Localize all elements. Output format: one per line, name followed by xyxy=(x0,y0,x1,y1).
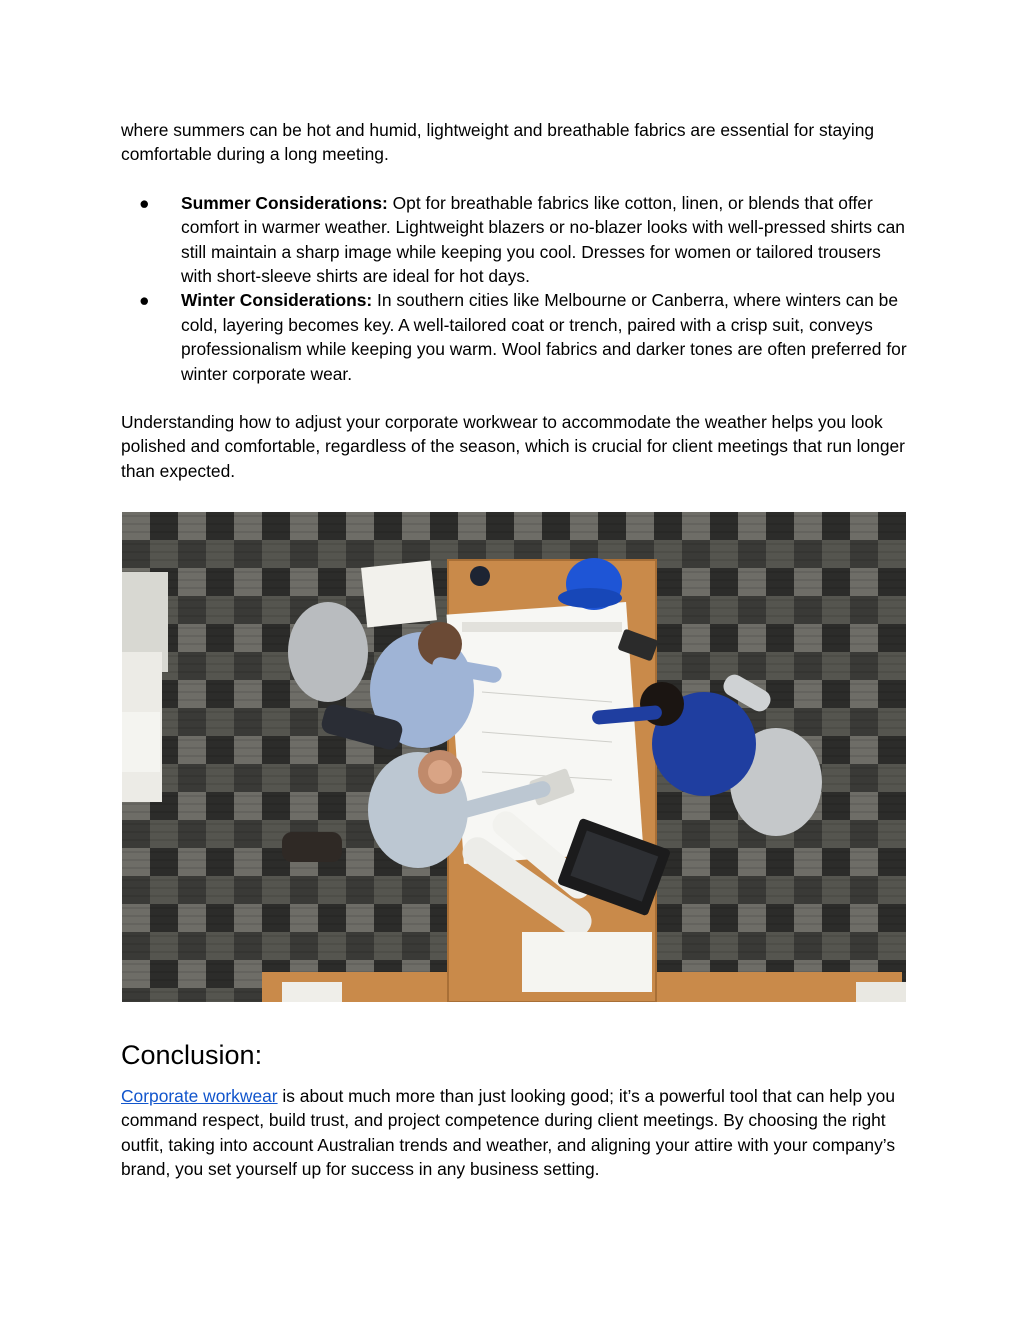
bullet-icon: ● xyxy=(139,290,150,311)
corporate-workwear-link[interactable]: Corporate workwear xyxy=(121,1086,278,1106)
conclusion-heading: Conclusion: xyxy=(121,1040,263,1070)
weather-list xyxy=(121,191,911,386)
intro-paragraph: where summers can be hot and humid, lightweight and breathable fabrics are essential for staying comfortable during a long meeting. xyxy=(121,120,875,165)
bullet-icon: ● xyxy=(139,192,150,213)
conclusion-text: is about much more than just looking good; it’s a powerful tool that can help you command respect, build trust, and project competence during client meetings. By choosing the right outfit, taking into account Australian trends and weather, and aligning your attire with your company’s brand, you set yourself up for success in any business setting. xyxy=(121,1086,896,1180)
list-item-text: Opt for breathable fabrics like cotton, linen, or blends that offer comfort in warmer weather. Lightweight blazers or no-blazer looks with well-pressed shirts can still maintain a sharp image while keeping you cool. Dresses for women or tailored trousers with short-sleeve shirts are ideal for hot days. xyxy=(181,192,905,287)
conclusion-paragraph xyxy=(121,1084,911,1182)
list-item-text: In southern cities like Melbourne or Canberra, where winters can be cold, layering becomes key. A well-tailored coat or trench, paired with a crisp suit, conveys professionalism while keeping you warm. Wool fabrics and darker tones are often preferred for winter corporate wear. xyxy=(181,290,907,384)
list-item-title: Winter Considerations: xyxy=(181,290,373,311)
conclusion-section xyxy=(121,1084,911,1182)
meeting-illustration xyxy=(122,512,906,1002)
summary-paragraph: Understanding how to adjust your corporate workwear to accommodate the weather helps you look polished and comfortable, regardless of the season, which is crucial for client meetings that run longer than expected. xyxy=(121,412,905,481)
list-item xyxy=(121,288,911,386)
meeting-photo xyxy=(122,512,906,1002)
list-item-title: Summer Considerations: xyxy=(181,192,388,213)
document-body xyxy=(121,118,911,483)
list-item xyxy=(121,191,911,289)
